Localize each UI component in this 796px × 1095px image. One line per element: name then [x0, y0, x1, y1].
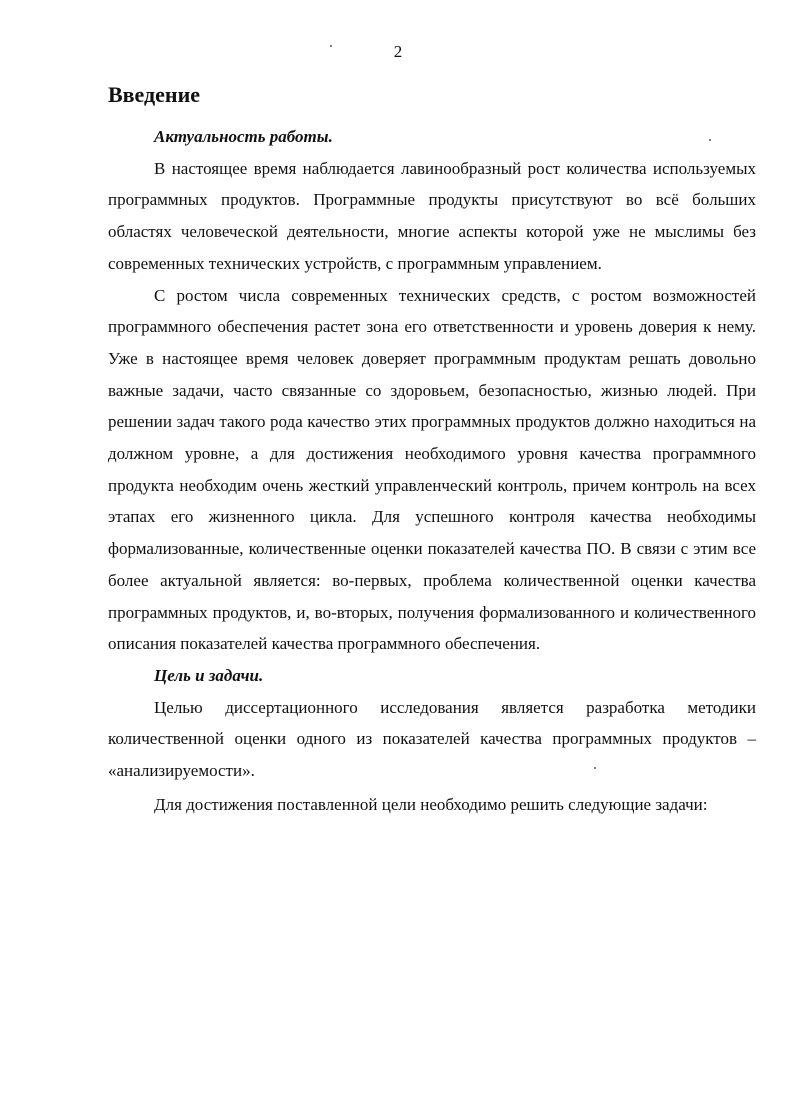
section-heading-goals: Цель и задачи.	[154, 665, 264, 685]
page-title: Введение	[108, 82, 201, 107]
page-number: 2	[393, 42, 403, 61]
paragraph: В настоящее время наблюдается лавинообразный рост количества используемых программных продуктов. Программные продукты присутствуют во всё больших областях человеческой деятельности, многие аспекты которой уже не мыслимы без современных технических устройств, с программным управлением.	[108, 158, 756, 273]
paragraph: Для достижения поставленной цели необходимо решить следующие задачи:	[154, 794, 708, 814]
paragraph: Целью диссертационного исследования является разработка методики количественной оценки одного из показателей качества программных продуктов – «анализируемости».	[108, 697, 756, 781]
document-body	[108, 121, 756, 820]
paragraph: С ростом числа современных технических средств, с ростом возможностей программного обеспечения растет зона его ответственности и уровень доверия к нему. Уже в настоящее время человек доверяет программным продуктам решать довольно важные задачи, часто связанные со здоровьем, безопасностью, жизнью людей. При решении задач такого рода качество этих программных продуктов должно находиться на должном уровне, а для достижения необходимого уровня качества программного продукта необходим очень жесткий управленческий контроль, причем контроль на всех этапах его жизненного цикла. Для успешного контроля качества необходимы формализованные, количественные оценки показателей качества ПО. В связи с этим все более актуальной является: во-первых, проблема количественной оценки качества программных продуктов, и, во-вторых, получения формализованного и количественного описания показателей качества программного обеспечения.	[108, 285, 756, 654]
section-heading-relevance: Актуальность работы.	[154, 127, 333, 146]
